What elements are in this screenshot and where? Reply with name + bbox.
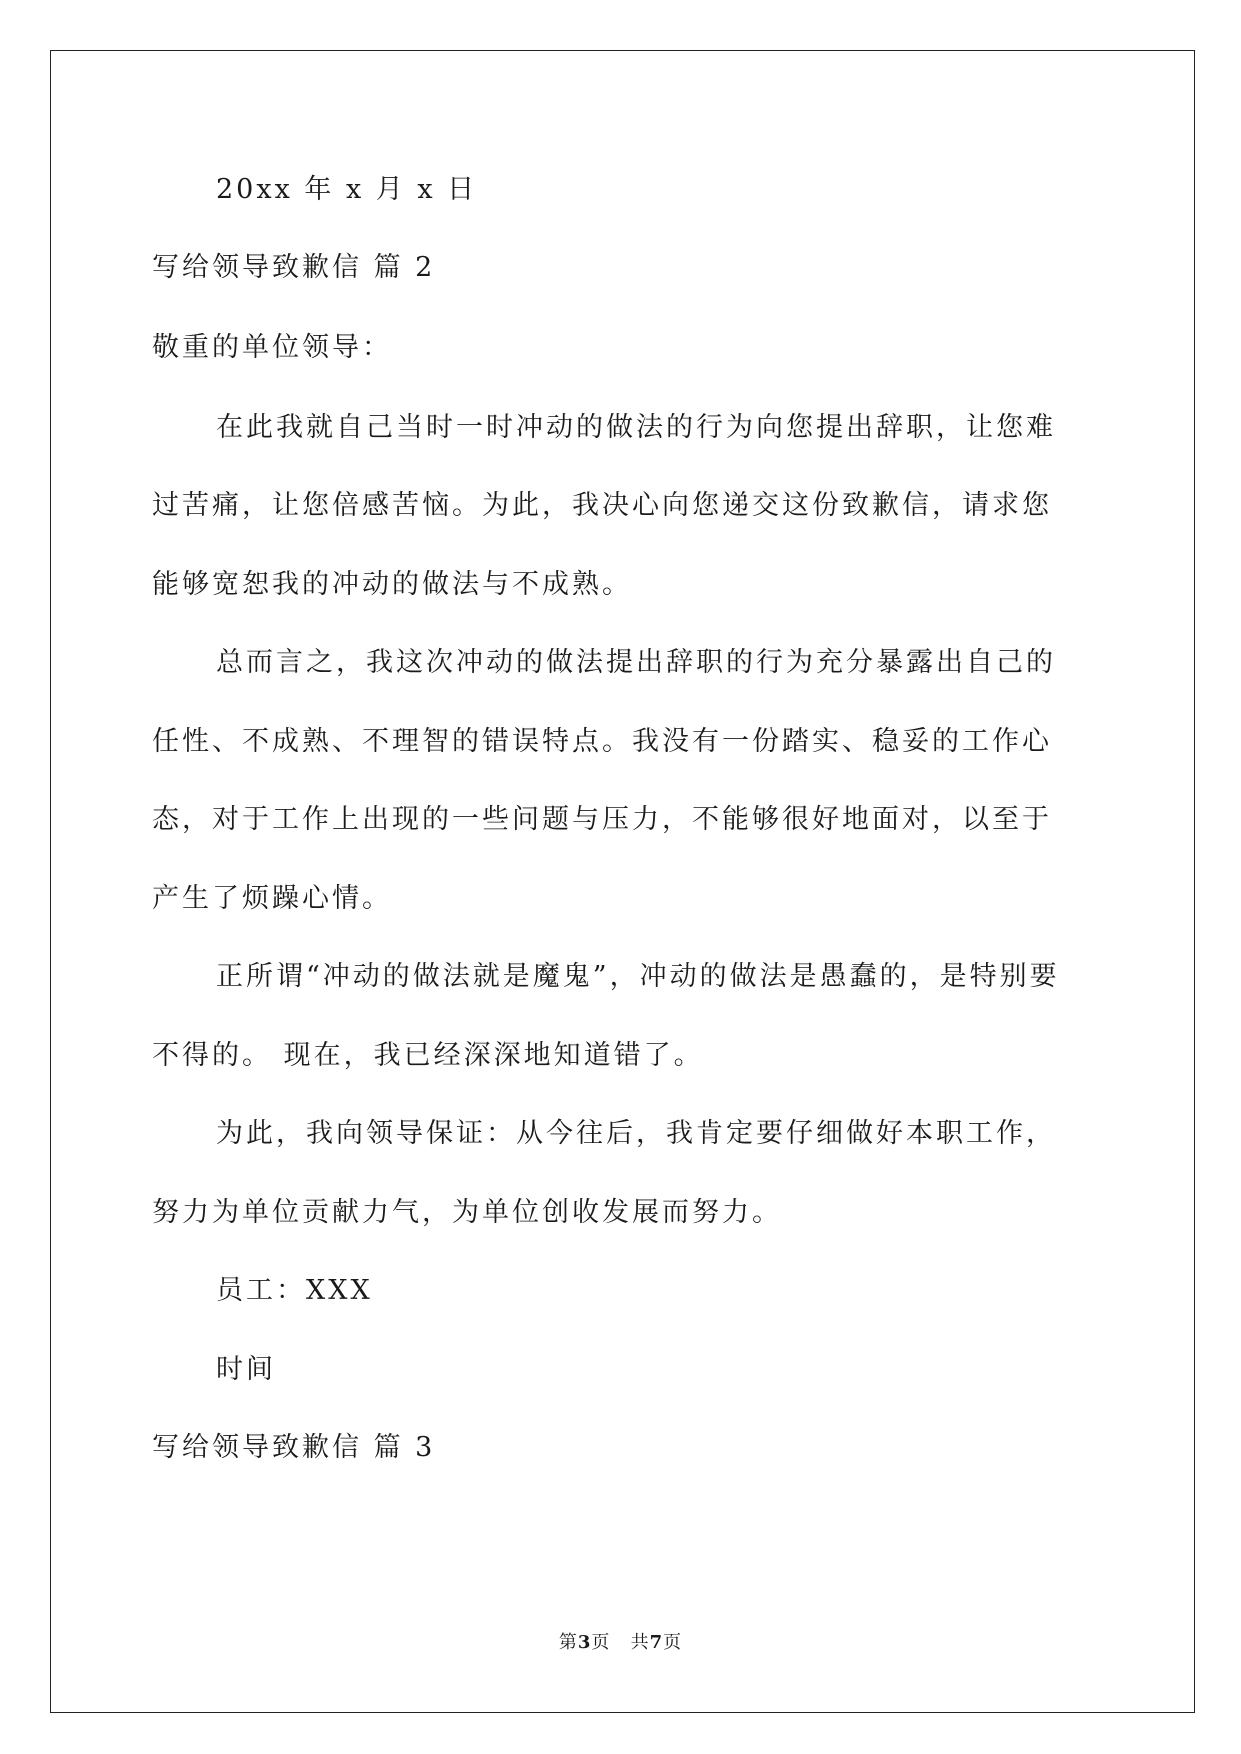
section-heading: 写给领导致歉信 篇 3 — [152, 1432, 436, 1463]
footer-total-prefix: 共 — [630, 1632, 650, 1653]
total-pages-number: 7 — [649, 1632, 664, 1653]
paragraph-line: 态，对于工作上出现的一些问题与压力，不能够很好地面对，以至于 — [152, 804, 1052, 835]
section-heading: 写给领导致歉信 篇 2 — [152, 252, 436, 283]
salutation: 敬重的单位领导： — [152, 332, 392, 363]
paragraph-line: 正所谓“冲动的做法就是魔鬼”，冲动的做法是愚蠢的，是特别要 — [216, 961, 1060, 992]
time-line: 时间 — [216, 1354, 276, 1385]
page-footer — [0, 1632, 1241, 1654]
paragraph-line: 产生了烦躁心情。 — [152, 883, 392, 914]
paragraph-line: 任性、不成熟、不理智的错误特点。我没有一份踏实、稳妥的工作心 — [152, 726, 1052, 757]
date-line: 20xx 年 x 月 x 日 — [216, 174, 478, 205]
employee-signature: 员工：XXX — [216, 1275, 373, 1306]
paragraph-line: 过苦痛，让您倍感苦恼。为此，我决心向您递交这份致歉信，请求您 — [152, 490, 1052, 521]
paragraph-line: 努力为单位贡献力气，为单位创收发展而努力。 — [152, 1197, 782, 1228]
paragraph-line: 为此，我向领导保证：从今往后，我肯定要仔细做好本职工作， — [216, 1118, 1056, 1149]
current-page-number: 3 — [577, 1632, 592, 1653]
footer-page-suffix: 页 — [591, 1632, 611, 1653]
paragraph-line: 不得的。 现在，我已经深深地知道错了。 — [152, 1040, 704, 1071]
footer-prefix: 第 — [558, 1632, 578, 1653]
paragraph-line: 能够宽恕我的冲动的做法与不成熟。 — [152, 569, 632, 600]
paragraph-line: 总而言之，我这次冲动的做法提出辞职的行为充分暴露出自己的 — [216, 647, 1056, 678]
paragraph-line: 在此我就自己当时一时冲动的做法的行为向您提出辞职，让您难 — [216, 412, 1056, 443]
footer-total-suffix: 页 — [663, 1632, 683, 1653]
